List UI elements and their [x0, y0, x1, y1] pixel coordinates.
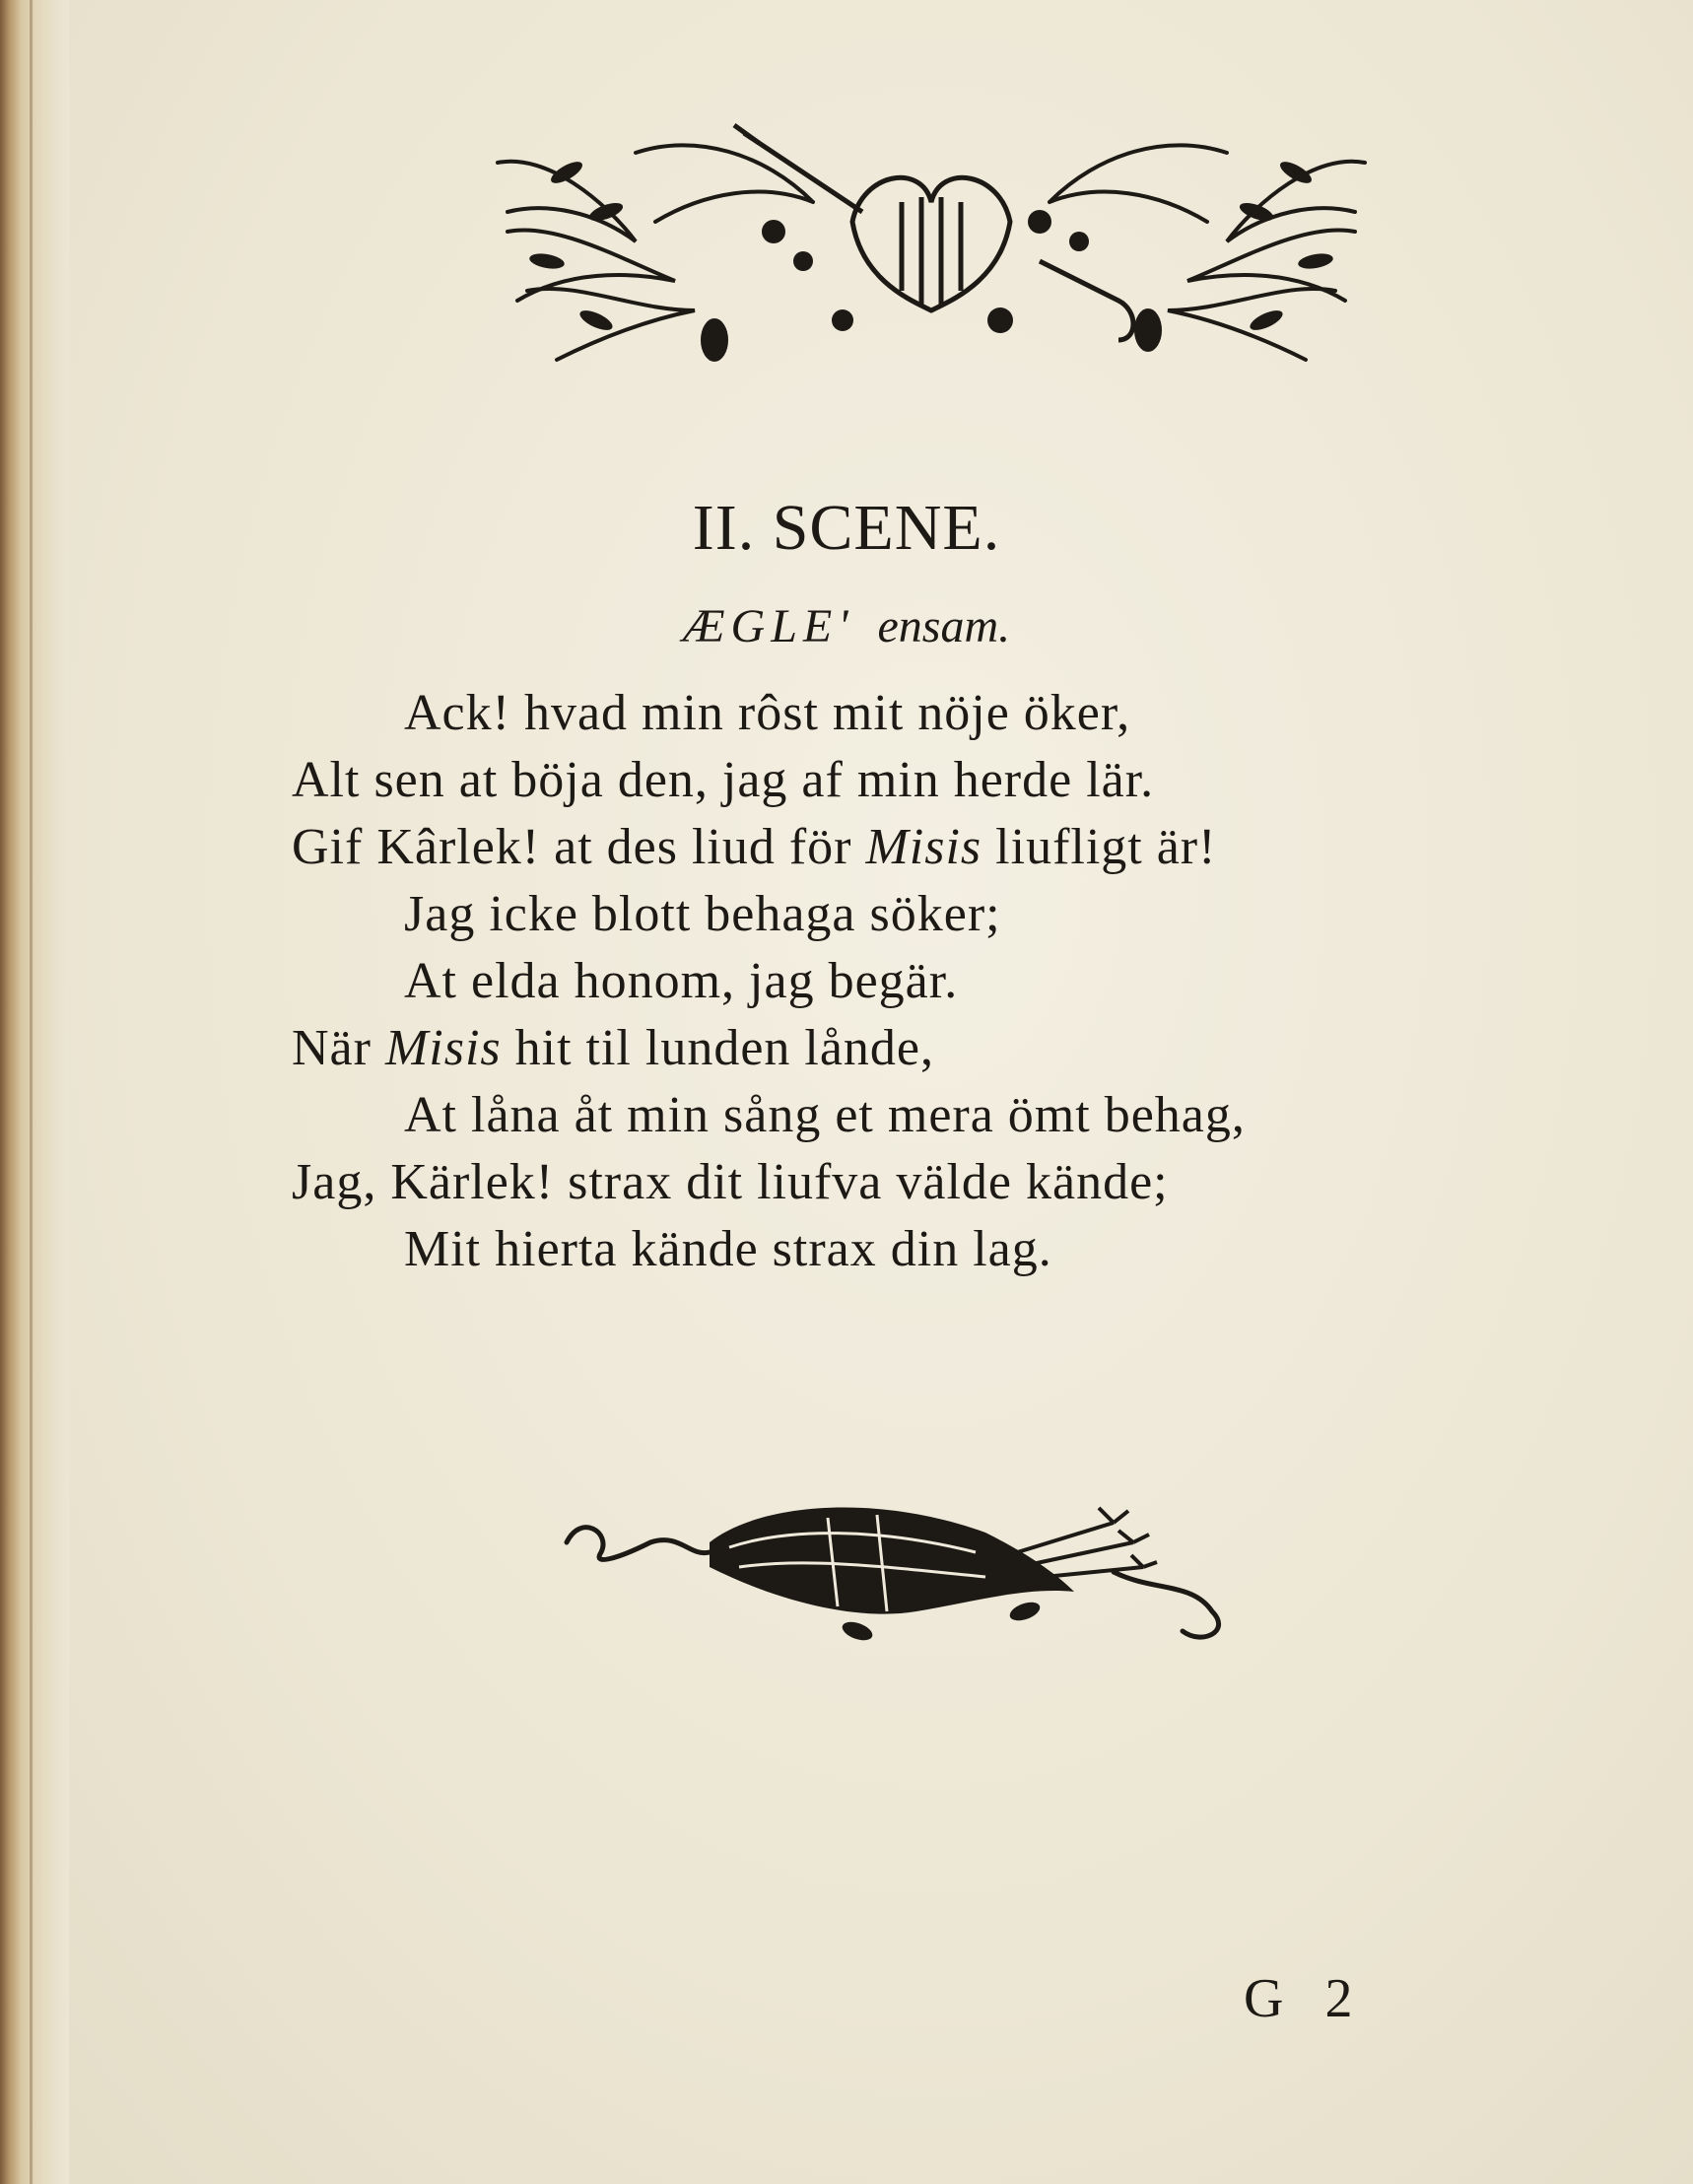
speaker-name: ÆGLE' [682, 600, 854, 652]
signature-mark: G 2 [1244, 1968, 1367, 2029]
verse-line-6-italic: Misis [384, 1020, 502, 1076]
verse-line-3-a: Gif Kârlek! at des liud för [292, 819, 866, 875]
book-gutter [0, 0, 69, 2184]
verse-line-3-italic: Misis [865, 819, 982, 875]
gutter-edge [30, 0, 33, 2184]
verse-line-6-a: När [292, 1020, 385, 1076]
speaker-line [0, 599, 1693, 653]
speaker-note: ensam. [877, 600, 1011, 652]
verse-line-2: Alt sen at böja den, jag af min herde lär. [292, 752, 1155, 808]
verse-line-7: At låna åt min sång et mera ömt behag, [404, 1087, 1246, 1143]
verse-line-3 [292, 818, 1216, 876]
verse-line-4: Jag icke blott behaga söker; [404, 886, 1001, 942]
scene-title: II. SCENE. [692, 492, 1001, 564]
verse-line-8: Jag, Kärlek! strax dit liufva välde kände; [292, 1154, 1169, 1210]
quiver-tailpiece-icon [562, 1473, 1242, 1651]
verse-line-6 [292, 1019, 934, 1077]
verse-line-3-b: liufligt är! [982, 819, 1217, 875]
verse-line-6-b: hit til lunden lånde, [501, 1020, 935, 1076]
verse-line-1: Ack! hvad min rôst mit nöje öker, [404, 685, 1131, 741]
verse-line-9: Mit hierta kände strax din lag. [404, 1221, 1052, 1277]
verse-line-5: At elda honom, jag begär. [404, 953, 959, 1009]
floral-headpiece-icon [488, 113, 1375, 389]
